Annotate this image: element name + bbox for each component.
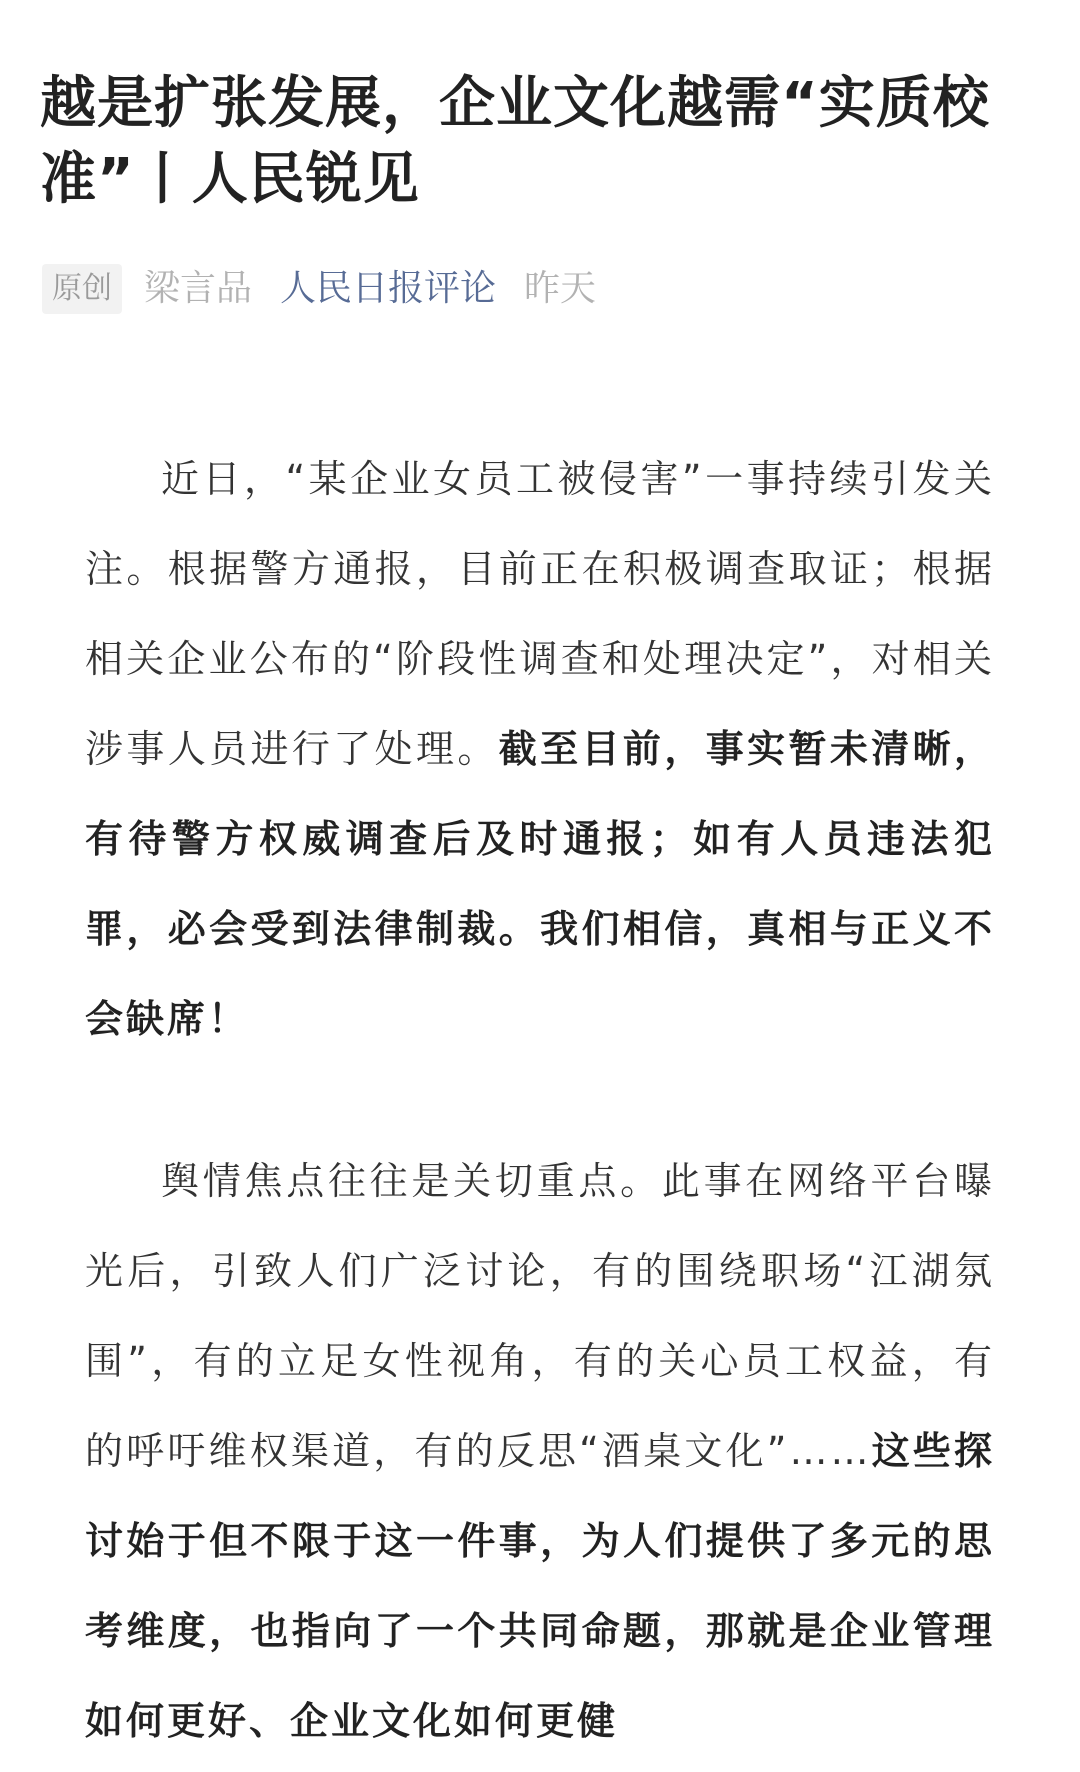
publish-date: 昨天 <box>524 268 597 309</box>
account-link[interactable]: 人民日报评论 <box>280 268 497 309</box>
paragraph-bold-text: 这些探讨始于但不限于这一件事，为人们提供了多元的思考维度，也指向了一个共同命题，那就是企业管理如何更好、企业文化如何更健 <box>85 1429 995 1743</box>
article-meta <box>42 262 596 316</box>
article-body <box>85 434 995 1766</box>
paragraph-text: 舆情焦点往往是关切重点。此事在网络平台曝光后，引致人们广泛讨论，有的围绕职场“江湖氛围”，有的立足女性视角，有的关心员工权益，有的呼吁维权渠道，有的反思“酒桌文化”…… <box>85 1159 995 1473</box>
paragraph-text: 近日，“某企业女员工被侵害”一事持续引发关注。根据警方通报，目前正在积极调查取证；根据相关企业公布的“阶段性调查和处理决定”，对相关涉事人员进行了处理。 <box>85 457 995 771</box>
original-badge: 原创 <box>42 264 122 314</box>
paragraph <box>85 1136 995 1766</box>
paragraph-bold-text: 截至目前，事实暂未清晰，有待警方权威调查后及时通报；如有人员违法犯罪，必会受到法律制裁。我们相信，真相与正义不会缺席！ <box>85 727 995 1041</box>
paragraph <box>85 434 995 1064</box>
article-title: 越是扩张发展，企业文化越需“实质校准”丨人民锐见 <box>40 71 990 212</box>
author-name: 梁言品 <box>144 268 253 309</box>
